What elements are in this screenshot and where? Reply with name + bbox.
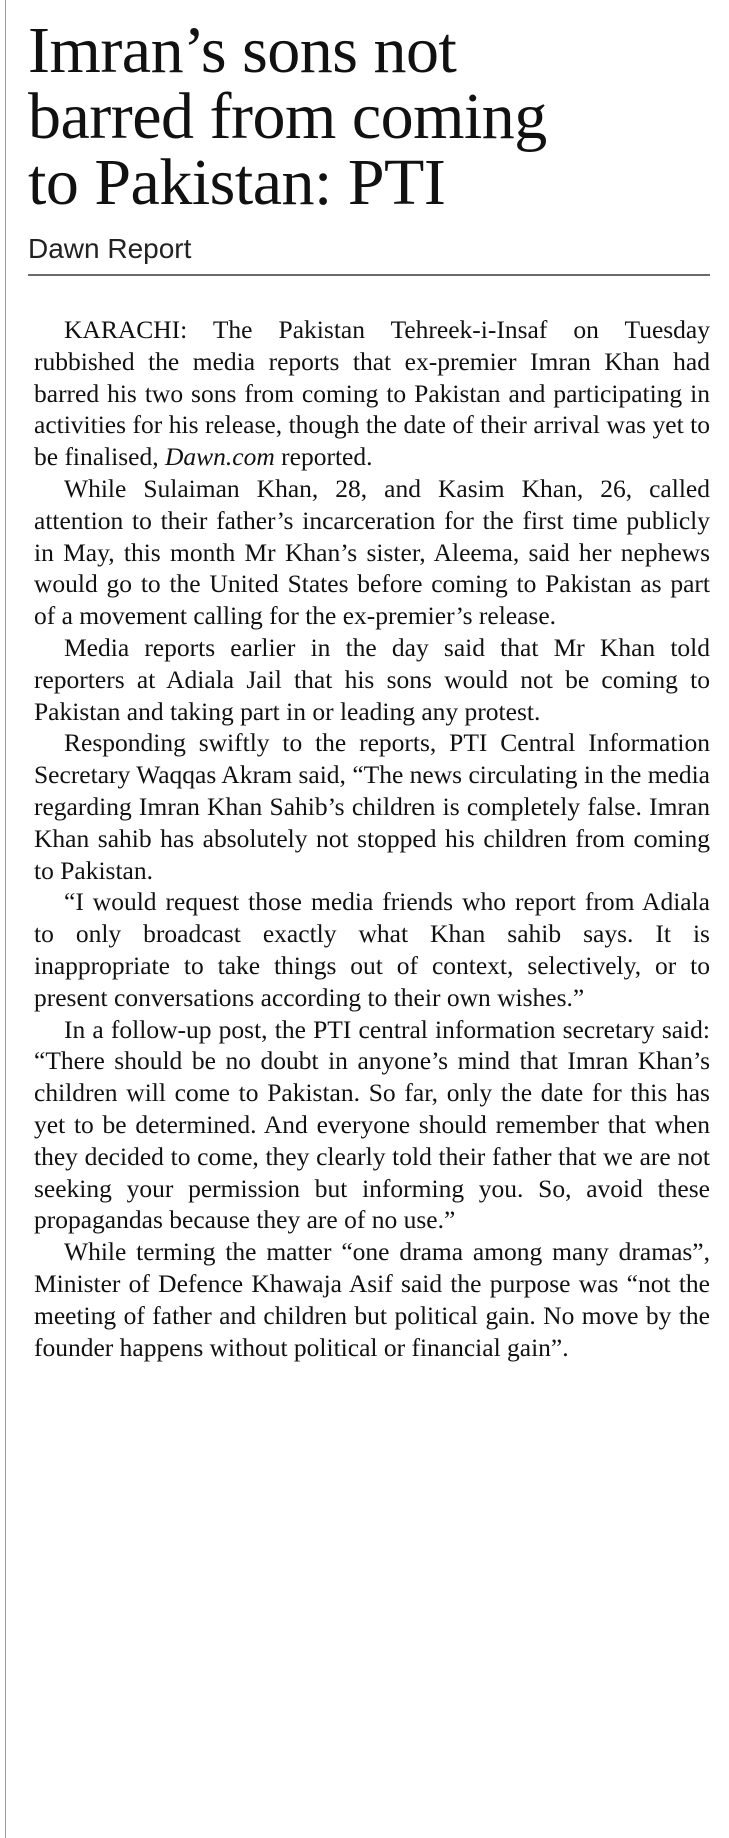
paragraph: While terming the matter “one drama among many dramas”, Minister of Defence Khawaja Asif said the purpose was “not the meeting of father and children but political gain. No move by the founder happens without political or financial gain”. <box>34 1237 710 1362</box>
paragraph: Responding swiftly to the reports, PTI Central Information Secretary Waqqas Akram said, “The news circulating in the media regarding Imran Khan Sahib’s children is completely false. Imran Khan sahib has absolutely not stopped his children from coming to Pakistan. <box>34 728 710 885</box>
byline-divider <box>28 274 710 276</box>
column-rule <box>5 0 6 1838</box>
news-article <box>28 0 712 1363</box>
headline-line: to Pakistan: PTI <box>28 146 446 219</box>
paragraph: Media reports earlier in the day said that Mr Khan told reporters at Adiala Jail that his sons would not be coming to Pakistan and taking part in or leading any protest. <box>34 632 710 726</box>
paragraph: While Sulaiman Khan, 28, and Kasim Khan, 26, called attention to their father’s incarceration for the first time publicly in May, this month Mr Khan’s sister, Aleema, said her nephews would go to the United States before coming to Pakistan as part of a movement calling for the ex-premier’s release. <box>34 473 710 631</box>
source-emphasis: Dawn.com <box>165 442 275 472</box>
headline-line: barred from coming <box>28 80 547 153</box>
paragraph-tail: reported. <box>274 442 373 472</box>
paragraph <box>34 314 710 473</box>
byline: Dawn Report <box>28 233 192 264</box>
paragraph: In a follow-up post, the PTI central information secretary said: “There should be no doubt in anyone’s mind that Imran Khan’s children will come to Pakistan. So far, only the date for this has yet to be determined. And everyone should remember that when they decided to come, they clearly told their father that we are not seeking your permission but informing you. So, avoid these propagandas because they are of no use.” <box>34 1014 710 1235</box>
article-body <box>34 314 710 1363</box>
headline-line: Imran’s sons not <box>28 14 457 87</box>
headline <box>28 14 712 219</box>
paragraph: “I would request those media friends who report from Adiala to only broadcast exactly what Khan sahib says. It is inappropriate to take things out of context, selectively, or to present conversations according to their own wishes.” <box>34 887 710 1012</box>
paragraph-text: KARACHI: The Pakistan Tehreek-i-Insaf on Tuesday rubbished the media reports that ex-premier Imran Khan had barred his two sons from coming to Pakistan and participating in activities for his release, though the date of their arrival was yet to be finalised, <box>34 315 710 472</box>
